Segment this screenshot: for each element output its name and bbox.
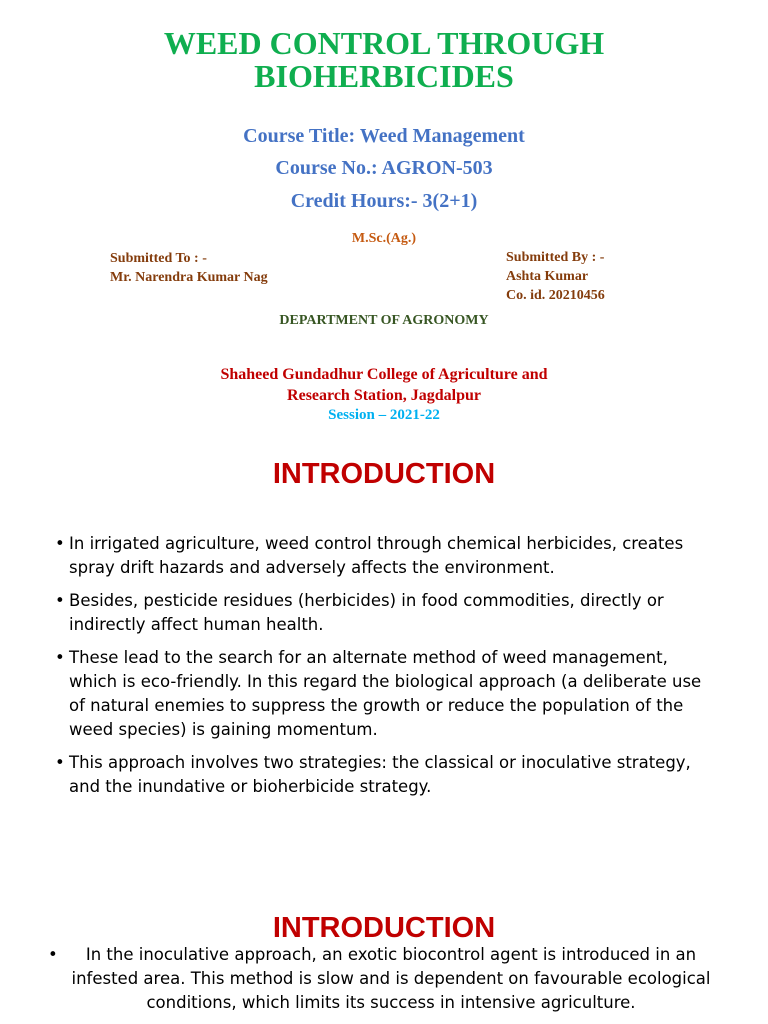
submitted-by-name: Ashta Kumar	[506, 269, 589, 284]
list-item: • In the inoculative approach, an exotic biocontrol agent is introduced in an infested area. This method is slow and is dependent on favourable ecological conditions, which limits its success in intensive agriculture.	[48, 943, 720, 1015]
intro-heading-2: INTRODUCTION	[272, 912, 496, 944]
submitted-to-name: Mr. Narendra Kumar Nag	[110, 270, 268, 285]
list-item: • In irrigated agriculture, weed control through chemical herbicides, creates spray drift hazards and adversely affects the environment.	[55, 532, 715, 580]
intro-bullet-list	[55, 532, 715, 808]
submitted-to-block	[110, 249, 268, 287]
submitted-to-label: Submitted To : -	[110, 251, 207, 266]
credit-hours: Credit Hours:- 3(2+1)	[290, 190, 478, 212]
title-line-1: WEED CONTROL THROUGH	[163, 25, 605, 61]
college-line-2: Research Station, Jagdalpur	[287, 387, 481, 404]
slide-title	[0, 27, 768, 93]
college-name	[0, 364, 768, 406]
department-name: DEPARTMENT OF AGRONOMY	[279, 313, 489, 328]
list-item: • Besides, pesticide residues (herbicides) in food commodities, directly or indirectly affect human health.	[55, 589, 715, 637]
list-item: • This approach involves two strategies: the classical or inoculative strategy, and the inundative or bioherbicide strategy.	[55, 751, 715, 799]
title-line-2: BIOHERBICIDES	[254, 58, 514, 94]
intro-heading: INTRODUCTION	[272, 458, 496, 490]
college-line-1: Shaheed Gundadhur College of Agriculture and	[220, 366, 548, 383]
submitted-by-label: Submitted By : -	[506, 250, 605, 265]
degree-label: M.Sc.(Ag.)	[351, 231, 417, 246]
submitted-by-block	[506, 248, 605, 305]
submitted-by-id: Co. id. 20210456	[506, 288, 605, 303]
list-item: • These lead to the search for an alternate method of weed management, which is eco-friendly. In this regard the biological approach (a deliberate use of natural enemies to suppress the growth or reduce the population of the weed species) is gaining momentum.	[55, 646, 715, 742]
intro-bullet-list-2	[48, 943, 720, 1024]
session-label: Session – 2021-22	[328, 407, 440, 423]
course-title: Course Title: Weed Management	[243, 125, 525, 147]
course-number: Course No.: AGRON-503	[275, 157, 493, 179]
